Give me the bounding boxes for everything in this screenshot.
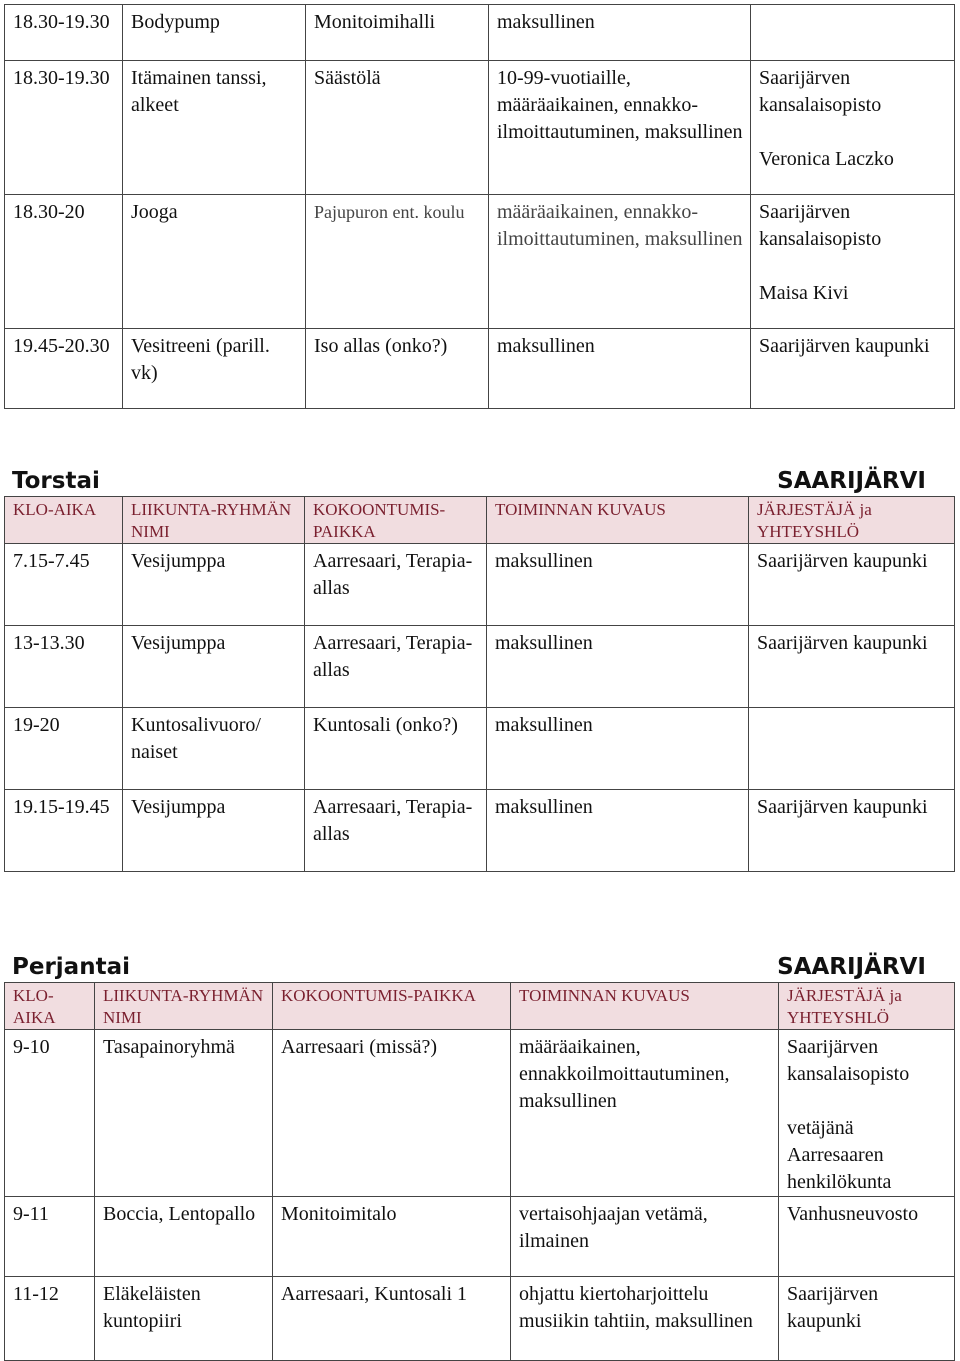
time-cell: 19.45-20.30 xyxy=(5,329,123,409)
header-place: KOKOONTUMIS-PAIKKA xyxy=(305,497,487,544)
group-cell: Itämainen tanssi, alkeet xyxy=(123,61,306,195)
time-cell: 9-11 xyxy=(5,1197,95,1277)
group-cell: Vesijumppa xyxy=(123,790,305,872)
table-row xyxy=(5,1277,955,1361)
desc-cell: maksullinen xyxy=(487,626,749,708)
time-cell: 19-20 xyxy=(5,708,123,790)
table-row xyxy=(5,544,955,626)
place-cell: Monitoimitalo xyxy=(273,1197,511,1277)
table-header-row xyxy=(5,497,955,544)
header-time: KLO-AIKA xyxy=(5,983,95,1030)
time-cell: 13-13.30 xyxy=(5,626,123,708)
contact-person: vetäjänä Aarresaaren henkilökunta xyxy=(787,1117,892,1193)
header-org: JÄRJESTÄJÄ ja YHTEYSHLÖ xyxy=(749,497,955,544)
header-desc: TOIMINNAN KUVAUS xyxy=(511,983,779,1030)
org-cell xyxy=(751,5,955,61)
time-cell: 11-12 xyxy=(5,1277,95,1361)
day-heading-friday: Perjantai xyxy=(12,954,130,980)
place-cell: Iso allas (onko?) xyxy=(306,329,489,409)
place-cell: Aarresaari, Terapia-allas xyxy=(305,626,487,708)
org-cell xyxy=(751,195,955,329)
header-group: LIIKUNTA-RYHMÄN NIMI xyxy=(95,983,273,1030)
table-row xyxy=(5,1197,955,1277)
time-cell: 18.30-19.30 xyxy=(5,5,123,61)
header-org: JÄRJESTÄJÄ ja YHTEYSHLÖ xyxy=(779,983,955,1030)
schedule-table-friday xyxy=(4,982,955,1361)
table-row xyxy=(5,5,955,61)
table-row xyxy=(5,1030,955,1197)
header-time: KLO-AIKA xyxy=(5,497,123,544)
town-heading: SAARIJÄRVI xyxy=(777,468,926,494)
org-cell: Saarijärven kaupunki xyxy=(749,544,955,626)
desc-cell: maksullinen xyxy=(487,790,749,872)
desc-cell: määräaikainen, ennakkoilmoittautuminen, maksullinen xyxy=(511,1030,779,1197)
desc-cell: maksullinen xyxy=(489,329,751,409)
place-cell: Aarresaari (missä?) xyxy=(273,1030,511,1197)
group-cell: Jooga xyxy=(123,195,306,329)
town-heading: SAARIJÄRVI xyxy=(777,954,926,980)
group-cell: Kuntosalivuoro/ naiset xyxy=(123,708,305,790)
org-cell: Saarijärven kaupunki xyxy=(779,1277,955,1361)
day-heading-thursday: Torstai xyxy=(12,468,100,494)
table-header-row xyxy=(5,983,955,1030)
group-cell: Vesijumppa xyxy=(123,626,305,708)
header-desc: TOIMINNAN KUVAUS xyxy=(487,497,749,544)
group-cell: Boccia, Lentopallo xyxy=(95,1197,273,1277)
organizer: Saarijärven kansalaisopisto xyxy=(759,201,882,250)
desc-cell: määräaikainen, ennakko-ilmoittautuminen, maksullinen xyxy=(489,195,751,329)
header-group: LIIKUNTA-RYHMÄN NIMI xyxy=(123,497,305,544)
desc-cell: maksullinen xyxy=(487,708,749,790)
group-cell: Bodypump xyxy=(123,5,306,61)
table-row xyxy=(5,790,955,872)
desc-cell: ohjattu kiertoharjoittelu musiikin tahtiin, maksullinen xyxy=(511,1277,779,1361)
organizer: Saarijärven kansalaisopisto xyxy=(759,67,882,116)
group-cell: Eläkeläisten kuntopiiri xyxy=(95,1277,273,1361)
table-row xyxy=(5,329,955,409)
place-cell: Aarresaari, Terapia-allas xyxy=(305,544,487,626)
contact-person: Veronica Laczko xyxy=(759,148,894,170)
header-place: KOKOONTUMIS-PAIKKA xyxy=(273,983,511,1030)
org-cell: Saarijärven kaupunki xyxy=(751,329,955,409)
place-cell: Monitoimihalli xyxy=(306,5,489,61)
table-row xyxy=(5,626,955,708)
organizer: Saarijärven kansalaisopisto xyxy=(787,1036,910,1085)
contact-person: Maisa Kivi xyxy=(759,282,849,304)
place-cell: Kuntosali (onko?) xyxy=(305,708,487,790)
org-cell: Saarijärven kaupunki xyxy=(749,790,955,872)
table-row xyxy=(5,195,955,329)
place-cell: Aarresaari, Terapia-allas xyxy=(305,790,487,872)
time-cell: 19.15-19.45 xyxy=(5,790,123,872)
org-cell: Vanhusneuvosto xyxy=(779,1197,955,1277)
desc-cell: maksullinen xyxy=(487,544,749,626)
table-row xyxy=(5,61,955,195)
schedule-table-previous-day xyxy=(4,4,955,409)
org-cell xyxy=(749,708,955,790)
place-cell: Pajupuron ent. koulu xyxy=(306,195,489,329)
org-cell xyxy=(751,61,955,195)
org-cell: Saarijärven kaupunki xyxy=(749,626,955,708)
place-cell: Aarresaari, Kuntosali 1 xyxy=(273,1277,511,1361)
desc-cell: vertaisohjaajan vetämä, ilmainen xyxy=(511,1197,779,1277)
group-cell: Vesijumppa xyxy=(123,544,305,626)
org-cell xyxy=(779,1030,955,1197)
time-cell: 7.15-7.45 xyxy=(5,544,123,626)
time-cell: 18.30-19.30 xyxy=(5,61,123,195)
time-cell: 18.30-20 xyxy=(5,195,123,329)
table-row xyxy=(5,708,955,790)
time-cell: 9-10 xyxy=(5,1030,95,1197)
place-cell: Säästölä xyxy=(306,61,489,195)
group-cell: Vesitreeni (parill. vk) xyxy=(123,329,306,409)
desc-cell: maksullinen xyxy=(489,5,751,61)
schedule-table-thursday xyxy=(4,496,955,872)
desc-cell: 10-99-vuotiaille, määräaikainen, ennakko-ilmoittautuminen, maksullinen xyxy=(489,61,751,195)
group-cell: Tasapainoryhmä xyxy=(95,1030,273,1197)
